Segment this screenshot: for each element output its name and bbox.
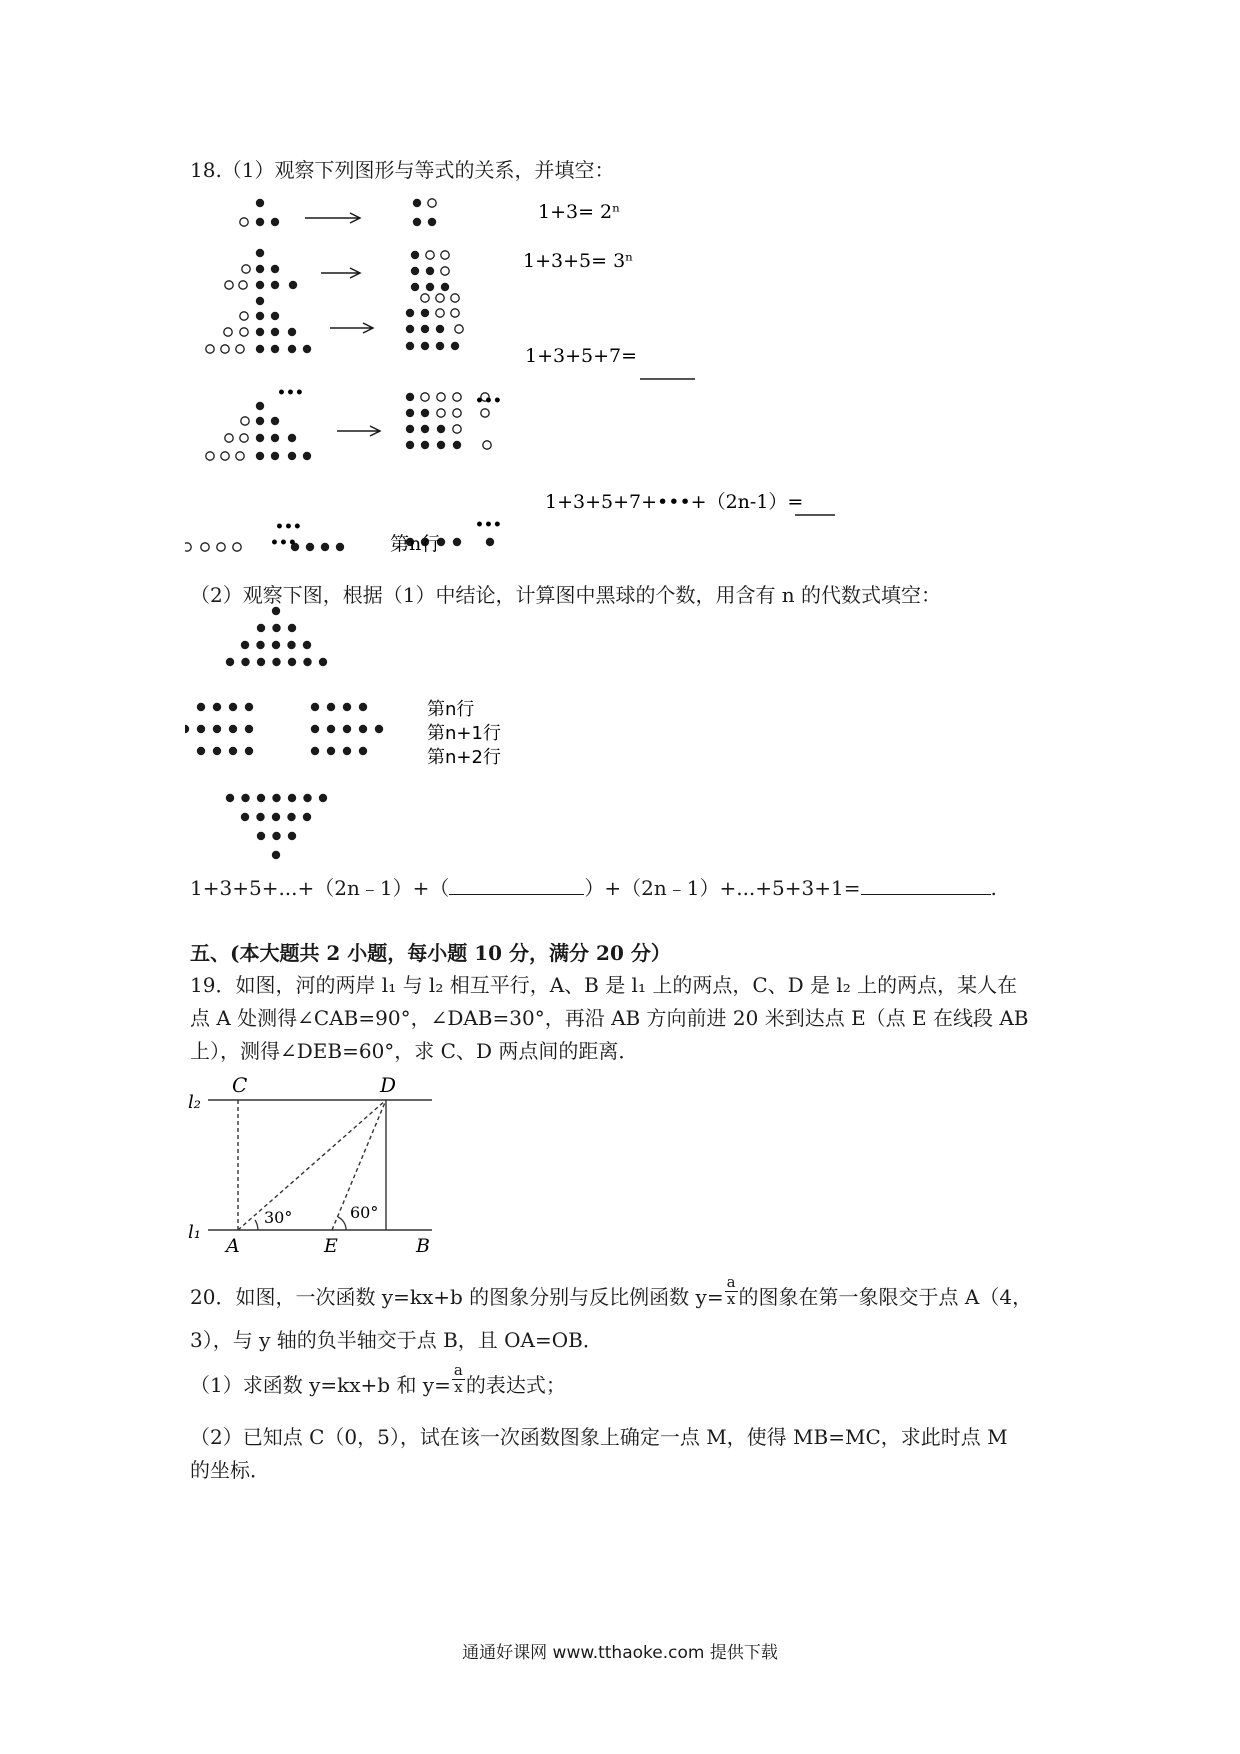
q18-row-n-label: 第n行 <box>427 699 475 720</box>
q18-ellipsis-1: ••• <box>277 385 304 401</box>
q19-line1: 19．如图，河的两岸 l₁ 与 l₂ 相互平行，A、B 是 l₁ 上的两点，C、D 是 l₂ 上的两点，某人在 <box>190 973 1018 997</box>
black-ball <box>241 641 249 649</box>
black-ball <box>343 703 351 711</box>
white-ball <box>206 452 214 460</box>
black-ball <box>319 658 327 666</box>
black-ball <box>303 658 311 666</box>
black-ball <box>343 725 351 733</box>
black-ball <box>241 658 249 666</box>
white-ball <box>437 393 445 401</box>
white-ball <box>436 309 444 317</box>
black-ball <box>421 425 429 433</box>
q20-line1-end: 的图象在第一象限交于点 A（4， <box>738 1285 1033 1309</box>
black-ball <box>288 452 296 460</box>
label-l1: l₁ <box>188 1222 201 1243</box>
black-ball <box>245 725 253 733</box>
black-ball <box>229 725 237 733</box>
black-ball <box>272 813 280 821</box>
q20-line4: （2）已知点 C（0，5），试在该一次函数图象上确定一点 M，使得 MB=MC，求此时点 M <box>190 1425 1008 1449</box>
black-ball <box>241 794 249 802</box>
black-ball <box>256 641 264 649</box>
white-ball <box>436 294 444 302</box>
q18-row-n2-label: 第n+2行 <box>427 747 501 768</box>
black-ball <box>213 725 221 733</box>
label-e: E <box>324 1235 338 1257</box>
q18-ellipsis-5: ••• <box>475 517 502 533</box>
black-ball <box>306 543 314 551</box>
black-ball <box>411 283 419 291</box>
q18-formula-left: 1+3+5+...+（2n﹣1）+（ <box>190 876 450 900</box>
white-ball <box>221 345 229 353</box>
black-ball <box>226 794 234 802</box>
q18-formula-end: . <box>990 876 997 900</box>
fraction-numerator: a <box>726 1273 736 1292</box>
black-ball <box>185 725 189 733</box>
q18-row-n1-label: 第n+1行 <box>427 723 501 744</box>
black-ball <box>411 267 419 275</box>
black-ball <box>241 813 249 821</box>
black-ball <box>406 325 414 333</box>
white-ball <box>206 345 214 353</box>
black-ball <box>256 265 264 273</box>
black-ball <box>406 441 414 449</box>
black-ball <box>256 345 264 353</box>
black-ball <box>245 703 253 711</box>
white-ball <box>240 218 248 226</box>
white-ball <box>453 393 461 401</box>
black-ball <box>256 417 264 425</box>
black-ball <box>197 747 205 755</box>
white-ball <box>421 294 429 302</box>
black-ball <box>257 624 265 632</box>
q20-fraction-2 <box>452 1363 465 1396</box>
black-ball <box>421 441 429 449</box>
white-ball <box>224 328 232 336</box>
black-ball <box>359 747 367 755</box>
black-ball <box>256 249 264 257</box>
black-ball <box>272 658 280 666</box>
black-ball <box>421 342 429 350</box>
label-b: B <box>416 1235 430 1257</box>
black-ball <box>271 281 279 289</box>
white-ball <box>421 393 429 401</box>
black-ball <box>272 607 280 615</box>
black-ball <box>256 312 264 320</box>
black-ball <box>359 703 367 711</box>
section5-heading: 五、(本大题共 2 小题，每小题 10 分，满分 20 分） <box>190 941 671 965</box>
white-ball <box>225 434 233 442</box>
label-angle-30: 30° <box>264 1208 293 1227</box>
q20-line3 <box>190 1361 566 1397</box>
black-ball <box>245 747 253 755</box>
black-ball <box>343 747 351 755</box>
white-ball <box>455 325 463 333</box>
arrow-icon <box>337 426 380 436</box>
label-a: A <box>226 1235 240 1257</box>
black-ball <box>311 725 319 733</box>
q20-line3-start: （1）求函数 y=kx+b 和 y= <box>190 1373 451 1397</box>
white-ball <box>428 199 436 207</box>
black-ball <box>319 794 327 802</box>
white-ball <box>221 452 229 460</box>
white-ball <box>236 452 244 460</box>
black-ball <box>271 312 279 320</box>
black-ball <box>197 725 205 733</box>
q18-formula-blank-2[interactable] <box>861 894 991 895</box>
angle-60-arc <box>338 1217 346 1230</box>
black-ball <box>257 794 265 802</box>
black-ball <box>287 641 295 649</box>
white-ball <box>241 417 249 425</box>
white-ball <box>185 543 191 551</box>
q19-river-figure <box>180 1068 450 1258</box>
white-ball <box>240 312 248 320</box>
black-ball <box>271 345 279 353</box>
black-ball <box>272 794 280 802</box>
q20-line5: 的坐标． <box>190 1458 270 1482</box>
white-ball <box>453 409 461 417</box>
white-ball <box>453 425 461 433</box>
black-ball <box>311 703 319 711</box>
white-ball <box>201 543 209 551</box>
arrow-icon <box>330 323 373 333</box>
black-ball <box>256 813 264 821</box>
black-ball <box>436 342 444 350</box>
black-ball <box>213 703 221 711</box>
black-ball <box>256 281 264 289</box>
q18-ellipsis-2: ••• <box>275 519 302 535</box>
black-ball <box>256 434 264 442</box>
black-ball <box>359 725 367 733</box>
black-ball <box>406 342 414 350</box>
q18-eq2: 1+3+5= 3ⁿ <box>523 250 634 272</box>
label-l2: l₂ <box>188 1092 201 1113</box>
q18-row-label: 第n行 <box>390 533 441 555</box>
black-ball <box>256 402 264 410</box>
white-ball <box>451 309 459 317</box>
label-c: C <box>232 1073 248 1097</box>
q18-eq4: 1+3+5+7+•••+（2n-1）= <box>545 491 804 513</box>
black-ball <box>271 434 279 442</box>
black-ball <box>287 813 295 821</box>
black-ball <box>406 309 414 317</box>
black-ball <box>257 832 265 840</box>
white-ball <box>451 294 459 302</box>
white-ball <box>233 543 241 551</box>
q18-ellipsis-4: ••• <box>475 393 502 409</box>
label-d: D <box>380 1073 397 1097</box>
black-ball <box>271 218 279 226</box>
white-ball <box>242 265 250 273</box>
black-ball <box>272 851 280 859</box>
black-ball <box>421 325 429 333</box>
black-ball <box>375 725 383 733</box>
black-ball <box>256 452 264 460</box>
black-ball <box>271 417 279 425</box>
black-ball <box>421 409 429 417</box>
black-ball <box>411 251 419 259</box>
q18-formula-blank-1[interactable] <box>449 894 584 895</box>
q18-formula-middle: ）+（2n﹣1）+...+5+3+1= <box>584 876 861 900</box>
fraction-denominator: x <box>726 1290 736 1308</box>
black-ball <box>441 283 449 291</box>
black-ball <box>406 409 414 417</box>
black-ball <box>226 658 234 666</box>
black-ball <box>327 747 335 755</box>
black-ball <box>271 328 279 336</box>
black-ball <box>453 538 461 546</box>
black-ball <box>303 794 311 802</box>
black-ball <box>311 747 319 755</box>
black-ball <box>437 441 445 449</box>
black-ball <box>327 725 335 733</box>
black-ball <box>213 747 221 755</box>
black-ball <box>256 328 264 336</box>
q18-part1-text: 18.（1）观察下列图形与等式的关系，并填空： <box>190 158 615 182</box>
black-ball <box>303 641 311 649</box>
black-ball <box>288 794 296 802</box>
black-ball <box>436 325 444 333</box>
white-ball <box>441 267 449 275</box>
black-ball <box>413 199 421 207</box>
white-ball <box>441 251 449 259</box>
black-ball <box>256 199 264 207</box>
q18-eq3: 1+3+5+7= <box>525 345 638 367</box>
black-ball <box>303 345 311 353</box>
black-ball <box>288 658 296 666</box>
q20-line1 <box>190 1273 1033 1309</box>
q18-dot-pattern-figure <box>185 195 835 565</box>
white-ball <box>239 281 247 289</box>
black-ball <box>197 703 205 711</box>
black-ball <box>303 813 311 821</box>
black-ball <box>406 393 414 401</box>
black-ball <box>421 309 429 317</box>
black-ball <box>256 297 264 305</box>
fraction-numerator: a <box>453 1361 463 1380</box>
black-ball <box>272 832 280 840</box>
white-ball <box>225 281 233 289</box>
white-ball <box>240 328 248 336</box>
black-ball <box>271 452 279 460</box>
black-ball <box>426 267 434 275</box>
black-ball <box>321 543 329 551</box>
black-ball <box>271 265 279 273</box>
q20-line2: 3），与 y 轴的负半轴交于点 B，且 OA=OB． <box>190 1328 603 1352</box>
black-ball <box>289 281 297 289</box>
q18-eq1: 1+3= 2ⁿ <box>538 201 621 223</box>
black-ball <box>288 328 296 336</box>
black-ball <box>288 624 296 632</box>
arrow-icon <box>321 268 360 278</box>
white-ball <box>217 543 225 551</box>
white-ball <box>426 251 434 259</box>
black-ball <box>413 218 421 226</box>
q19-line2: 点 A 处测得∠CAB=90°，∠DAB=30°，再沿 AB 方向前进 20 米到达点 E（点 E 在线段 AB <box>190 1006 1029 1030</box>
label-angle-60: 60° <box>350 1203 379 1222</box>
black-ball <box>437 425 445 433</box>
black-ball <box>406 425 414 433</box>
q18-formula <box>190 878 997 898</box>
black-ball <box>453 441 461 449</box>
q18-ellipsis-3: ••• <box>270 535 297 551</box>
q20-line1-start: 20．如图，一次函数 y=kx+b 的图象分别与反比例函数 y= <box>190 1285 724 1309</box>
black-ball <box>256 218 264 226</box>
black-ball <box>288 434 296 442</box>
black-ball <box>272 624 280 632</box>
white-ball <box>240 434 248 442</box>
black-ball <box>288 345 296 353</box>
black-ball <box>288 832 296 840</box>
black-ball <box>336 543 344 551</box>
white-ball <box>481 409 489 417</box>
black-ball <box>451 342 459 350</box>
q20-line3-end: 的表达式； <box>465 1373 566 1397</box>
black-ball <box>327 703 335 711</box>
white-ball <box>483 441 491 449</box>
black-ball <box>428 218 436 226</box>
black-ball <box>272 641 280 649</box>
arrow-icon <box>305 213 360 223</box>
angle-30-arc <box>255 1220 258 1230</box>
black-ball <box>426 283 434 291</box>
q18-diamond-figure <box>185 605 525 870</box>
black-ball <box>257 658 265 666</box>
q20-fraction-1 <box>725 1275 738 1308</box>
page-footer: 通通好课网 www.tthaoke.com 提供下载 <box>462 1643 778 1663</box>
black-ball <box>486 538 494 546</box>
q18-part2-text: （2）观察下图，根据（1）中结论，计算图中黑球的个数，用含有 n 的代数式填空： <box>190 583 942 607</box>
white-ball <box>437 409 445 417</box>
black-ball <box>229 703 237 711</box>
fraction-denominator: x <box>454 1378 463 1396</box>
white-ball <box>236 345 244 353</box>
black-ball <box>229 747 237 755</box>
q19-line3: 上），测得∠DEB=60°，求 C、D 两点间的距离． <box>190 1039 639 1063</box>
black-ball <box>303 452 311 460</box>
